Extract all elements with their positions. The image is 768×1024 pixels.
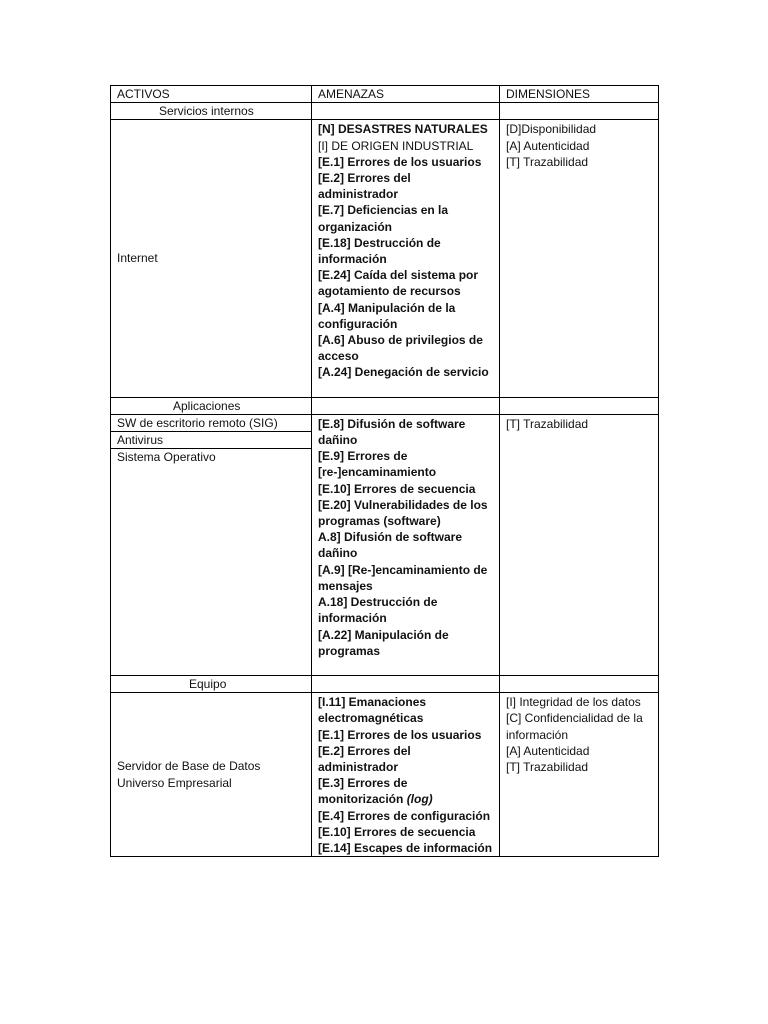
threat-item: A.8] Difusión de software dañino	[318, 530, 463, 561]
dimension-item: [T] Trazabilidad	[506, 759, 589, 774]
dimensions-internet	[500, 120, 659, 397]
threat-item	[318, 775, 493, 807]
section-label-internal: Servicios internos	[111, 103, 312, 120]
dimensions-applications	[500, 414, 659, 675]
threat-item: [E.20] Vulnerabilidades de los programas (software)	[318, 497, 488, 529]
threat-item: [E.2] Errores del administrador	[318, 171, 411, 202]
dimension-item: [D]Disponibilidad	[506, 122, 597, 137]
header-dimensions: DIMENSIONES	[500, 86, 659, 103]
risk-table	[110, 85, 659, 857]
asset-internet: Internet	[111, 120, 312, 397]
threat-item: [E.10] Errores de secuencia	[318, 481, 476, 496]
threat-item: [E.1] Errores de los usuarios	[318, 154, 482, 169]
asset-row-equipment	[111, 693, 659, 857]
threat-item: [N] DESASTRES NATURALES	[318, 122, 488, 137]
threat-item: [E.18] Destrucción de información	[318, 235, 441, 267]
threat-item: [E.14] Escapes de información	[318, 840, 493, 855]
dimension-item: [A] Autenticidad	[506, 743, 590, 758]
header-assets: ACTIVOS	[111, 86, 312, 103]
dimension-item: [T] Trazabilidad	[506, 154, 589, 169]
dimension-item: [A] Autenticidad	[506, 138, 590, 153]
dimensions-equipment	[500, 693, 659, 857]
asset-row-internet	[111, 120, 659, 397]
asset-db-server-line1: Servidor de Base de Datos	[117, 759, 261, 774]
assets-applications	[111, 414, 312, 675]
threat-item: [A.4] Manipulación de la configuración	[318, 300, 456, 331]
asset-antivirus: Antivirus	[111, 432, 311, 449]
threat-e3-text: [E.3] Errores de monitorización	[318, 776, 408, 807]
header-threats: AMENAZAS	[312, 86, 500, 103]
threat-item: [E.9] Errores de [re-]encaminamiento	[318, 449, 437, 480]
dimension-item: [T] Trazabilidad	[506, 416, 589, 431]
section-label-equipment: Equipo	[111, 675, 312, 692]
section-row-internal	[111, 103, 659, 120]
threat-item: [E.4] Errores de configuración	[318, 808, 491, 823]
threats-equipment	[312, 693, 500, 857]
asset-db-server-line2: Universo Empresarial	[117, 775, 232, 790]
threat-item: [A.22] Manipulación de programas	[318, 627, 449, 658]
threat-e3-log: (log)	[406, 792, 433, 807]
threat-item: [I] DE ORIGEN INDUSTRIAL	[318, 138, 474, 153]
section-row-equipment	[111, 675, 659, 692]
threat-item: [E.24] Caída del sistema por agotamiento de recursos	[318, 268, 479, 299]
threat-item: [A.6] Abuso de privilegios de acceso	[318, 333, 483, 364]
dimension-item: [I] Integridad de los datos	[506, 695, 641, 710]
threat-item: [E.2] Errores del administrador	[318, 743, 411, 774]
threat-item: [A.9] [Re-]encaminamiento de mensajes	[318, 562, 488, 593]
asset-db-server	[111, 693, 312, 857]
asset-row-applications	[111, 414, 659, 675]
section-label-applications: Aplicaciones	[111, 397, 312, 414]
dimension-item: [C] Confidencialidad de la información	[506, 711, 643, 742]
threats-internet	[312, 120, 500, 397]
threat-item: [I.11] Emanaciones electromagnéticas	[318, 695, 427, 726]
threats-applications	[312, 414, 500, 675]
threat-item: A.18] Destrucción de información	[318, 595, 438, 626]
header-row	[111, 86, 659, 103]
asset-operating-system: Sistema Operativo	[117, 449, 216, 464]
asset-sw-remote: SW de escritorio remoto (SIG)	[111, 415, 311, 432]
threat-item: [E.1] Errores de los usuarios	[318, 727, 482, 742]
section-row-applications	[111, 397, 659, 414]
threat-item: [A.24] Denegación de servicio	[318, 365, 489, 380]
threat-item: [E.7] Deficiencias en la organización	[318, 203, 449, 234]
threat-item: [E.8] Difusión de software dañino	[318, 416, 466, 448]
threat-item: [E.10] Errores de secuencia	[318, 824, 476, 839]
